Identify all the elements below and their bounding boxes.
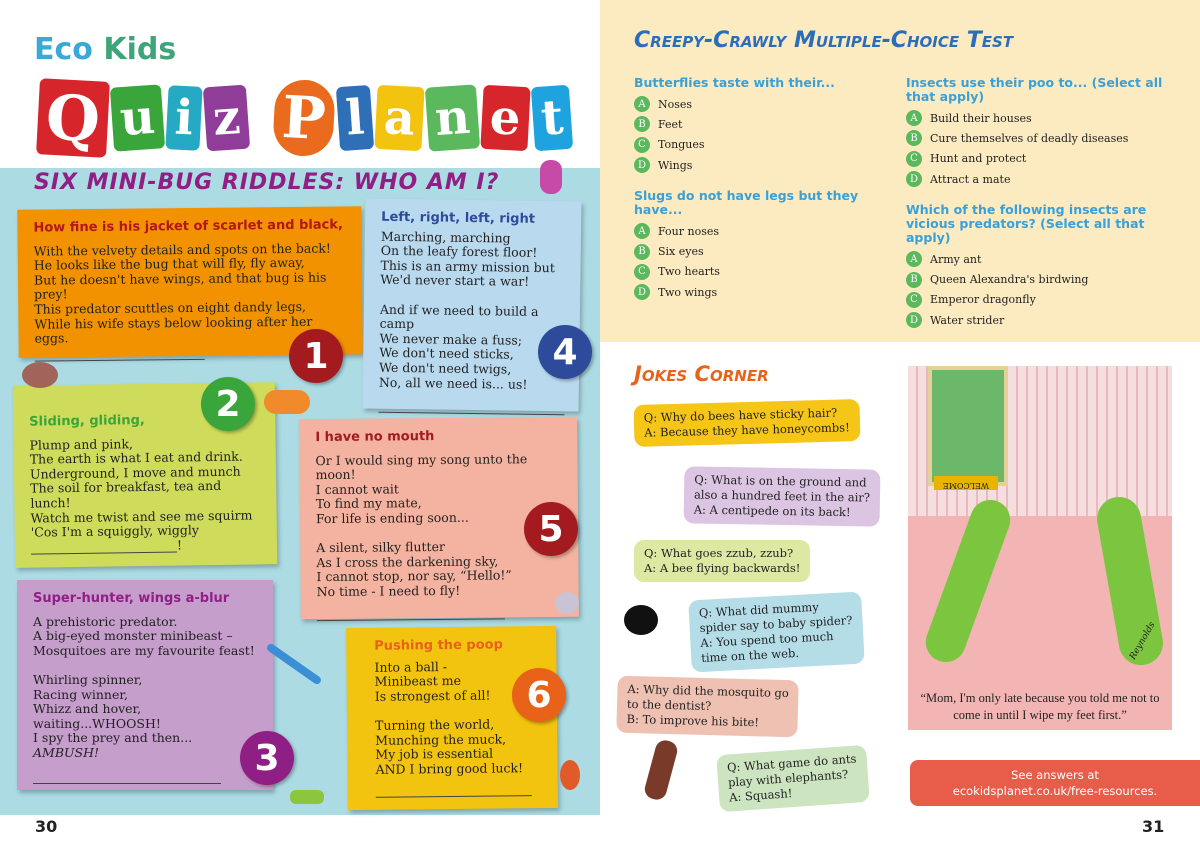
riddle-heading: How fine is his jacket of scarlet and black, (33, 217, 343, 236)
riddle-card-3 (17, 580, 273, 790)
logo-letter: u (110, 84, 165, 151)
logo-letter: l (336, 85, 375, 151)
answers-link[interactable]: ecokidsplanet.co.uk/free-resources. (952, 784, 1158, 798)
riddle-body: Or I would sing my song unto the moon! I cannot wait To find my mate, For life is ending soon... A silent, silky flutter As I cross the darkening sky, I cannot stop, nor say, “Hello!” No time - I need to fly! (315, 450, 528, 600)
quiz-column-right (906, 76, 1168, 344)
option-text: Four noses (658, 224, 719, 238)
option-letter-badge: D (634, 157, 650, 173)
answer-option[interactable] (906, 169, 1168, 189)
riddle-body-italic: AMBUSH! (33, 744, 100, 760)
joke-bubble: Q: What goes zzub, zzub? A: A bee flying backwards! (634, 540, 810, 582)
riddle-body: Plump and pink, The earth is what I eat and drink. Underground, I move and munch The soil for breakfast, tea and lunch! Watch me twist and see me squirm 'Cos I'm a squiggly, wiggly (29, 435, 253, 540)
option-letter-badge: A (906, 110, 922, 126)
quiz-question (906, 76, 1168, 189)
option-text: Emperor dragonfly (930, 293, 1036, 307)
option-letter-badge: B (634, 244, 650, 260)
answer-option[interactable] (906, 128, 1168, 148)
answer-blank[interactable] (31, 552, 177, 555)
logo-letter: a (375, 85, 425, 151)
option-text: Noses (658, 97, 693, 111)
answer-option[interactable] (634, 155, 884, 175)
answer-blank[interactable] (33, 783, 221, 784)
spider-illustration (22, 362, 58, 388)
answer-option[interactable] (634, 135, 884, 155)
centipede-child (920, 494, 1016, 667)
moth-illustration (555, 592, 579, 614)
answer-option[interactable] (906, 149, 1168, 169)
logo-letter: t (531, 85, 574, 152)
riddle-card-4 (363, 199, 582, 412)
option-text: Cure themselves of deadly diseases (930, 131, 1129, 145)
blank-suffix: ! (176, 537, 183, 553)
test-title: Creepy-Crawly Multiple-Choice Test (634, 28, 1014, 53)
riddle-body: With the velvety details and spots on the back! He looks like the bug that will fly, fly away, But he doesn't have wings, and that bug is his prey! This predator scuttles on eight dandy legs, While his wife stays below looking after her eggs. (33, 240, 331, 346)
option-text: Wings (658, 158, 693, 172)
eco-kids-logo (34, 32, 176, 67)
quiz-question (906, 203, 1168, 330)
logo-letter: e (481, 85, 531, 151)
riddle-heading: Left, right, left, right (381, 209, 536, 227)
cartoon-signature: Reynolds (1128, 620, 1158, 662)
answer-option[interactable] (906, 108, 1168, 128)
doorway (928, 366, 1008, 486)
answer-option[interactable] (634, 221, 884, 241)
page-number-left: 30 (35, 817, 58, 836)
beetle-illustration (560, 760, 580, 790)
option-letter-badge: C (906, 151, 922, 167)
answer-option[interactable] (634, 241, 884, 261)
answer-option[interactable] (906, 269, 1168, 289)
option-letter-badge: B (634, 116, 650, 132)
option-letter-badge: D (634, 284, 650, 300)
riddle-heading: Pushing the poop (374, 637, 503, 654)
option-letter-badge: D (906, 171, 922, 187)
caterpillar-illustration (264, 390, 310, 414)
logo-letter: i (165, 85, 203, 151)
option-text: Hunt and protect (930, 152, 1027, 166)
option-letter-badge: C (634, 264, 650, 280)
riddle-body: Into a ball - Minibeast me Is strongest of all! Turning the world, Munching the muck, My job is essential AND I bring good luck! (374, 658, 524, 777)
riddle-heading: I have no mouth (315, 429, 435, 446)
riddle-heading: Super-hunter, wings a-blur (33, 591, 230, 606)
riddle-number-3: 3 (240, 731, 294, 785)
cartoon-caption: “Mom, I'm only late because you told me not to come in until I wipe my feet first.” (920, 691, 1160, 722)
quiz-column-left (634, 76, 884, 316)
logo-letter: z (203, 85, 251, 152)
mosquito-illustration (643, 738, 680, 802)
riddle-number-5: 5 (524, 502, 578, 556)
option-letter-badge: A (906, 251, 922, 267)
option-text: Tongues (658, 138, 705, 152)
joke-bubble: Q: What game do ants play with elephants? A: Squash! (716, 745, 869, 812)
answer-option[interactable] (634, 94, 884, 114)
riddles-title: SIX MINI-BUG RIDDLES: WHO AM I? (34, 170, 500, 195)
welcome-mat: WELCOME (934, 476, 998, 490)
quiz-question (634, 76, 884, 175)
logo-letter: n (425, 84, 480, 151)
answer-option[interactable] (906, 290, 1168, 310)
grasshopper-illustration (290, 790, 324, 804)
brand-kids: Kids (103, 32, 177, 67)
riddle-number-4: 4 (538, 325, 592, 379)
option-text: Queen Alexandra's birdwing (930, 273, 1089, 287)
option-text: Army ant (930, 252, 982, 266)
riddle-number-2: 2 (201, 377, 255, 431)
answers-banner[interactable] (910, 760, 1200, 806)
joke-bubble: Q: Why do bees have sticky hair? A: Because they have honeycombs! (633, 399, 860, 447)
jokes-title: Jokes Corner (634, 362, 769, 386)
joke-bubble: Q: What is on the ground and also a hundred feet in the air? A: A centipede on its back! (684, 466, 881, 526)
option-letter-badge: A (634, 223, 650, 239)
question-text: Slugs do not have legs but they have... (634, 188, 859, 218)
riddle-number-6: 6 (512, 668, 566, 722)
logo-letter: Q (36, 78, 110, 158)
answer-option[interactable] (906, 310, 1168, 330)
option-text: Six eyes (658, 245, 704, 259)
option-letter-badge: B (906, 130, 922, 146)
option-letter-badge: D (906, 312, 922, 328)
logo-letter: P (272, 78, 336, 157)
answer-option[interactable] (634, 114, 884, 134)
centipede-mother (1094, 493, 1167, 668)
option-text: Two hearts (658, 265, 720, 279)
answer-option[interactable] (634, 262, 884, 282)
question-text: Insects use their poo to... (Select all that apply) (906, 75, 1163, 104)
joke-bubble: A: Why did the mosquito go to the dentist? B: To improve his bite! (616, 676, 799, 738)
question-text: Butterflies taste with their... (634, 75, 835, 90)
option-letter-badge: C (906, 292, 922, 308)
riddle-heading: Sliding, gliding, (29, 412, 145, 430)
option-text: Water strider (930, 313, 1005, 327)
option-text: Build their houses (930, 111, 1032, 125)
option-text: Feet (658, 117, 683, 131)
brand-eco: Eco (34, 32, 93, 67)
answer-option[interactable] (634, 282, 884, 302)
page-number-right: 31 (1142, 817, 1165, 836)
riddle-number-1: 1 (289, 329, 343, 383)
centipede-cartoon (908, 366, 1172, 730)
option-text: Two wings (658, 285, 718, 299)
quiz-question (634, 189, 884, 302)
answers-text: See answers at (1011, 768, 1099, 782)
answer-option[interactable] (906, 249, 1168, 269)
option-letter-badge: B (906, 272, 922, 288)
joke-bubble: Q: What did mummy spider say to baby spider? A: You spend too much time on the web. (688, 592, 864, 673)
riddle-body: Marching, marching On the leafy forest floor! This is an army mission but We'd never start a war! And if we need to build a camp We never make a fuss; We don't need sticks, We don't need twigs, No, all we need is... us! (378, 228, 555, 392)
spider-illustration (624, 605, 658, 635)
option-text: Attract a mate (930, 172, 1011, 186)
quiz-planet-logo (38, 80, 571, 156)
option-letter-badge: A (634, 96, 650, 112)
riddle-body: A prehistoric predator. A big-eyed monster minibeast – Mosquitoes are my favourite feast! Whirling spinner, Racing winner, Whizz and hover, waiting...WHOOSH! I spy the prey and then... (33, 613, 255, 746)
option-letter-badge: C (634, 137, 650, 153)
question-text: Which of the following insects are vicious predators? (Select all that apply) (906, 202, 1147, 246)
bug-illustration (540, 160, 562, 194)
answer-blank[interactable] (376, 796, 532, 799)
